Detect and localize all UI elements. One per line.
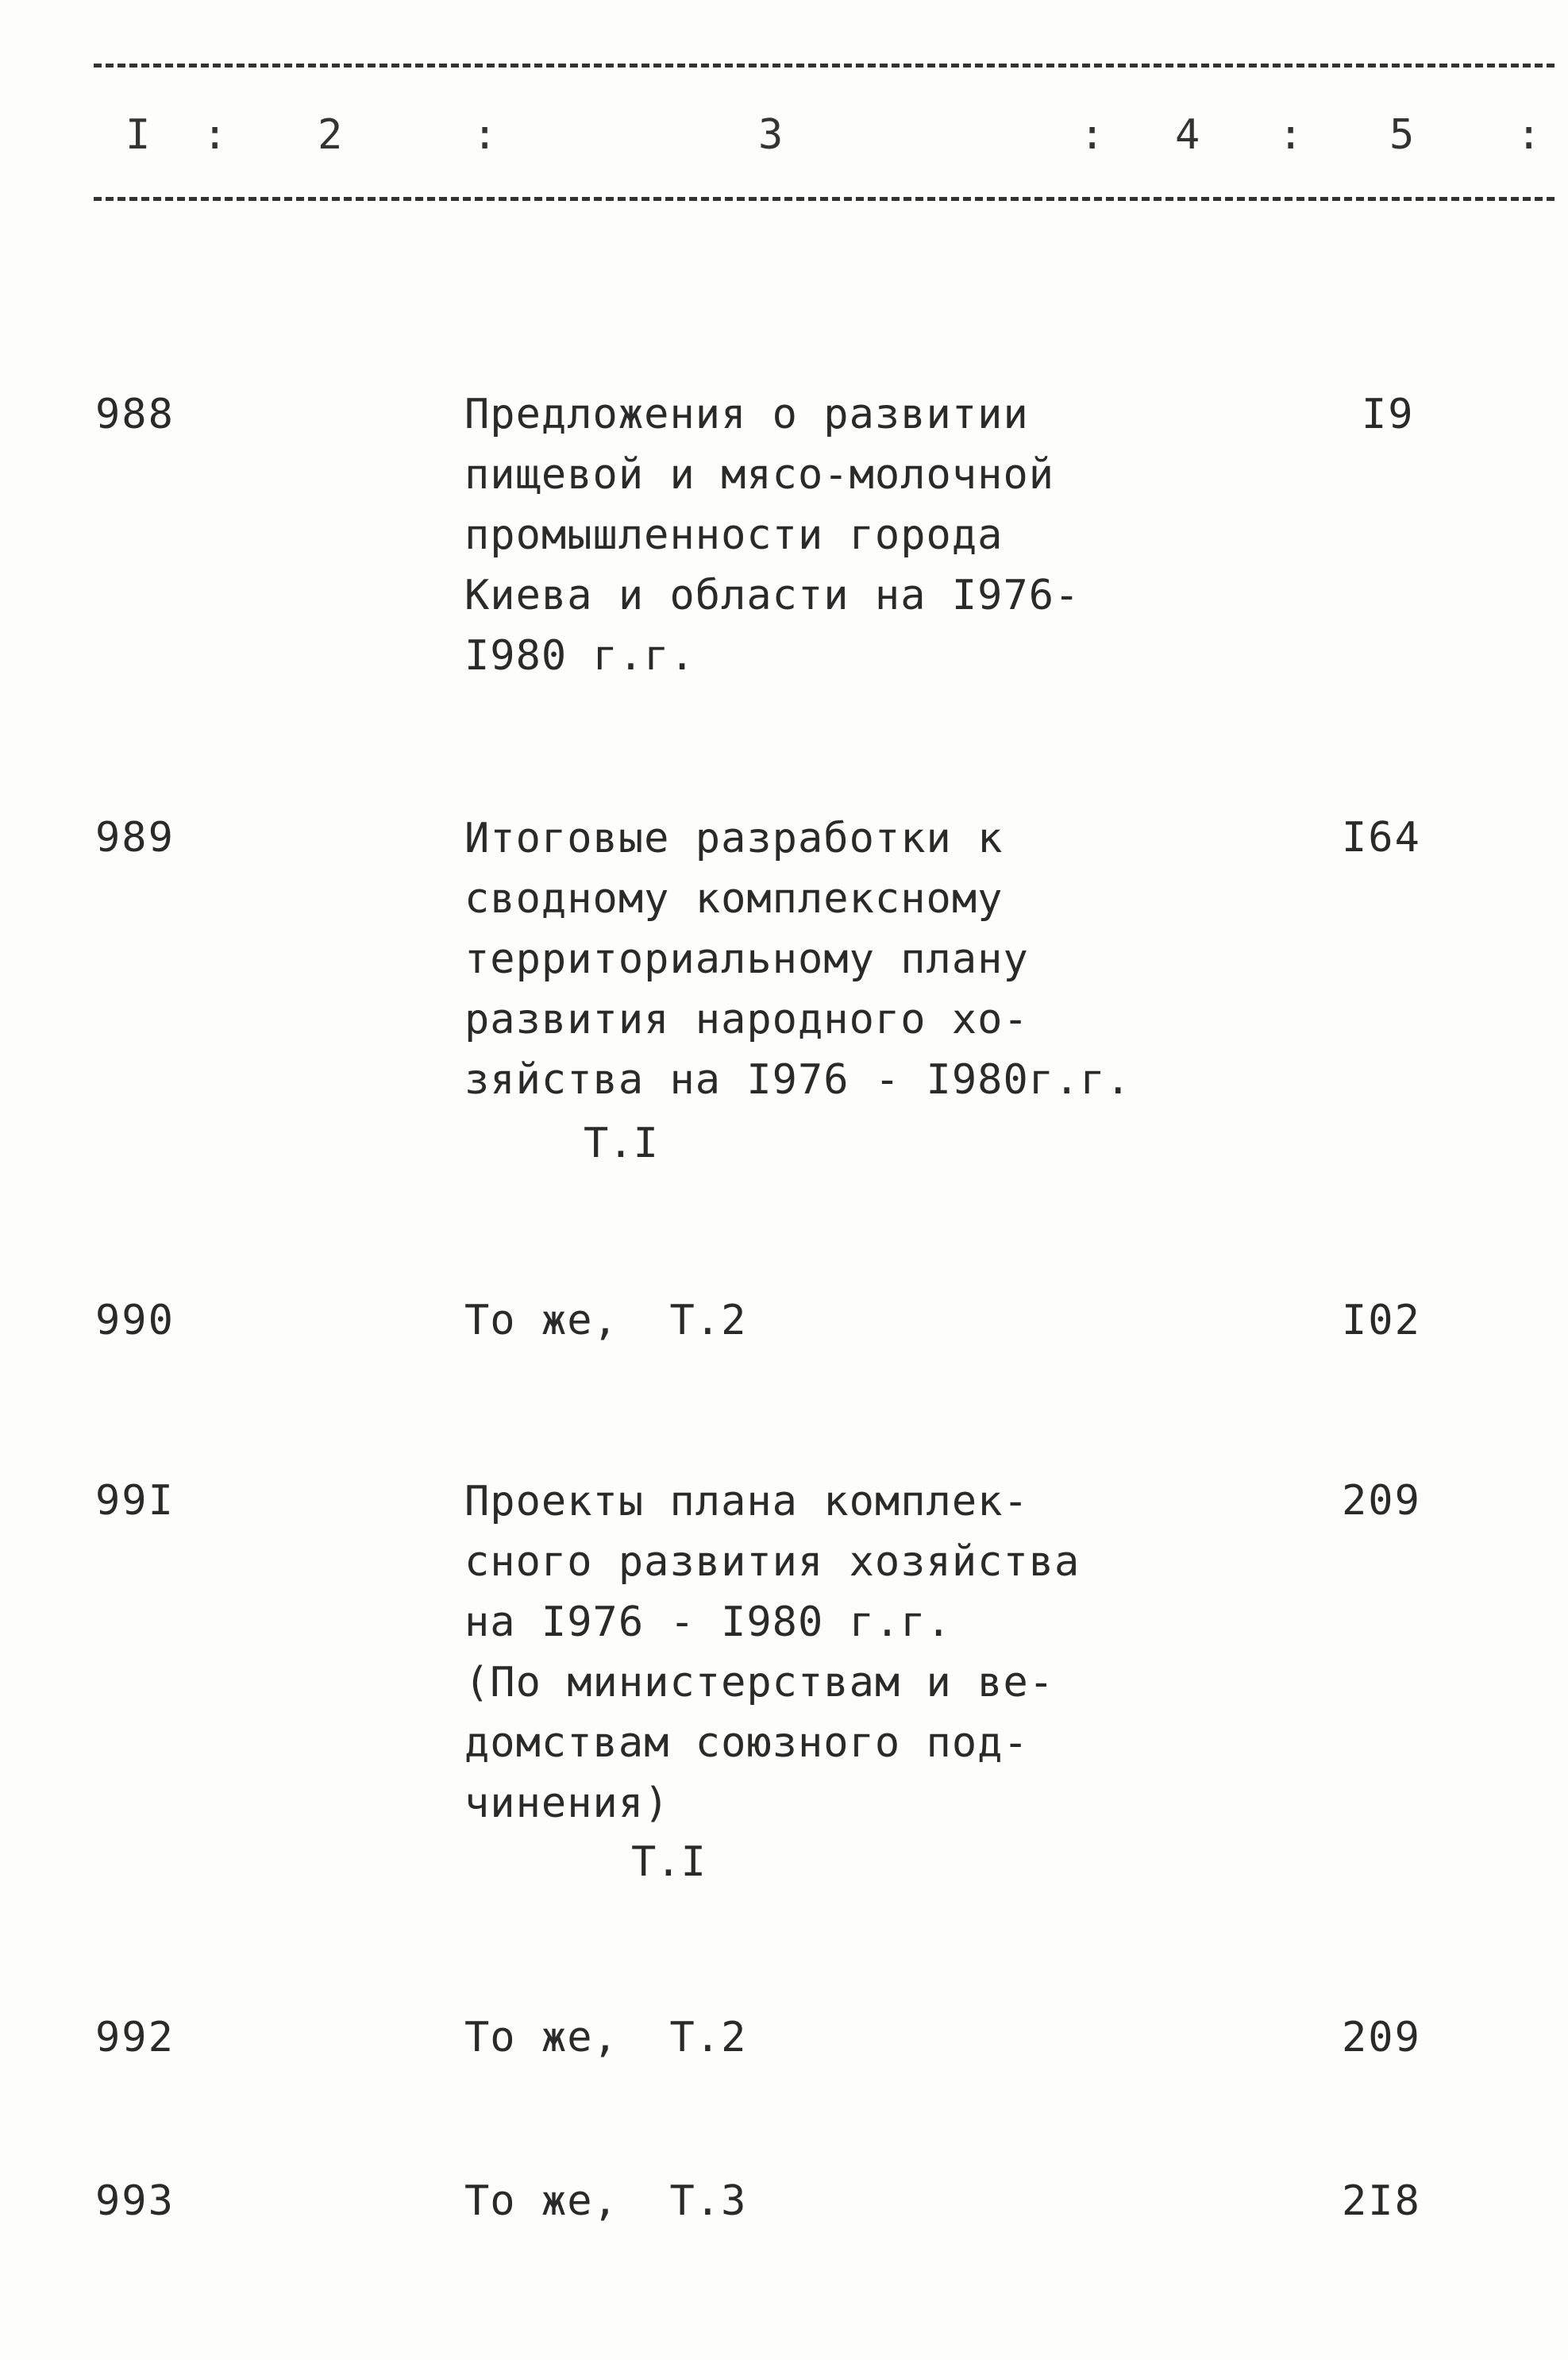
entry-title-line: Киева и области на I976- (464, 572, 1081, 619)
entry-title-line: Итоговые разработки к (464, 815, 1004, 862)
entry-title: То же, Т.2 (464, 1297, 747, 1344)
header-sep-2: : (472, 111, 498, 159)
entry-title-line: (По министерствам и ве- (464, 1659, 1055, 1706)
entry-title-line: пищевой и мясо-молочной (464, 451, 1055, 499)
header-bottom-rule (94, 197, 1555, 201)
entry-sheets: I9 (1362, 391, 1415, 438)
entry-number: 992 (95, 2014, 175, 2061)
entry-title (464, 1471, 1258, 1834)
entry-sheets: 2I8 (1342, 2177, 1421, 2225)
header-sep-4: : (1278, 111, 1304, 159)
header-sep-3: : (1080, 111, 1105, 159)
entry-sheets: I64 (1342, 814, 1421, 862)
header-col-3: 3 (758, 111, 784, 159)
entry-title: То же, Т.2 (464, 2014, 747, 2061)
entry-number: 99I (95, 1477, 175, 1525)
entry-title-line: развития народного хо- (464, 996, 1029, 1043)
entry-number: 993 (95, 2177, 175, 2225)
entry-title-line: территориальному плану (464, 935, 1029, 983)
entry-sheets: I02 (1342, 1297, 1421, 1344)
entry-title-line: чинения) (464, 1780, 670, 1827)
header-top-rule (94, 64, 1555, 67)
entry-volume: Т.I (584, 1120, 658, 1167)
header-col-1: I (125, 111, 151, 159)
entry-title-line: на I976 - I980 г.г. (464, 1598, 952, 1646)
entry-title-line: Предложения о развитии (464, 391, 1029, 438)
header-col-2: 2 (318, 111, 343, 159)
entry-number: 989 (95, 814, 175, 862)
entry-title-line: домствам союзного под- (464, 1719, 1029, 1767)
entry-title-line: Проекты плана комплек- (464, 1478, 1029, 1525)
header-col-4: 4 (1175, 111, 1200, 159)
entry-title-line: сного развития хозяйства (464, 1538, 1081, 1586)
header-sep-5: : (1516, 111, 1542, 159)
entry-title: То же, Т.3 (464, 2177, 747, 2225)
entry-title-line: промышленности города (464, 511, 1004, 559)
entry-number: 988 (95, 391, 175, 438)
header-sep-1: : (202, 111, 228, 159)
entry-title-line: I980 г.г. (464, 632, 695, 680)
entry-title (464, 384, 1258, 686)
entry-title-line: зяйства на I976 - I980г.г. (464, 1056, 1131, 1104)
entry-title (464, 808, 1258, 1110)
entry-sheets: 209 (1342, 1477, 1421, 1525)
entry-title-line: сводному комплексному (464, 875, 1004, 923)
header-col-5: 5 (1389, 111, 1415, 159)
entry-volume: Т.I (631, 1838, 706, 1886)
entry-number: 990 (95, 1297, 175, 1344)
entry-sheets: 209 (1342, 2014, 1421, 2061)
